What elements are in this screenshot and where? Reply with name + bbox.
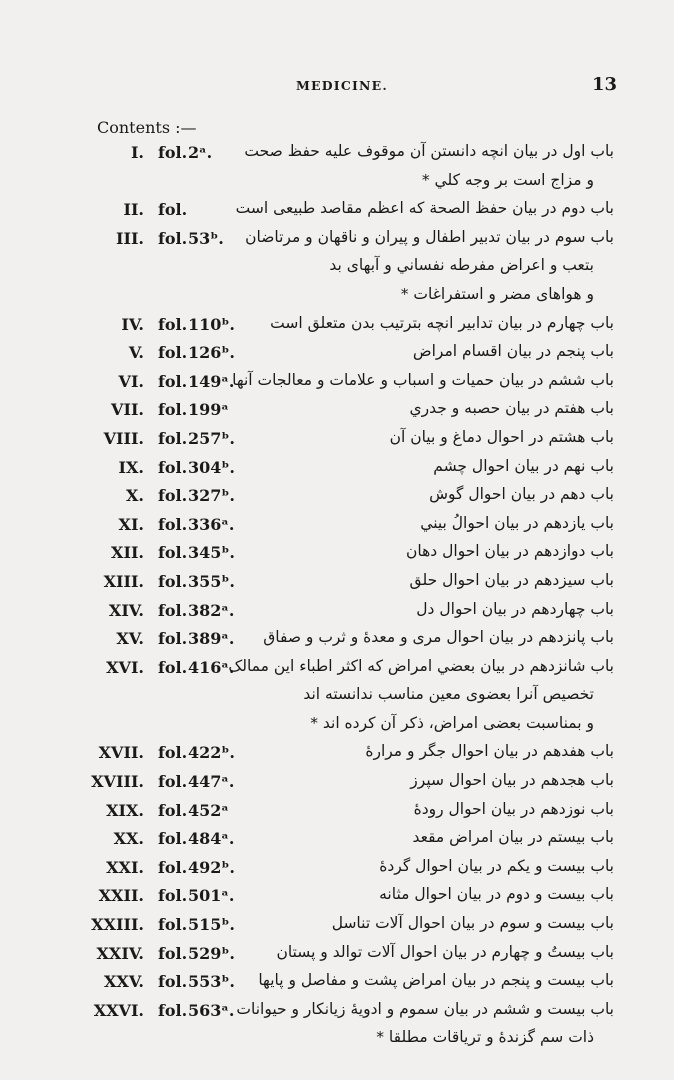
chapter-roman-numeral: XII. — [111, 543, 144, 563]
chapter-roman-numeral: XXII. — [98, 886, 144, 906]
chapter-title-persian: باب اول در بیان انچه دانستن آن موقوف علیه حفظ صحت — [244, 142, 614, 160]
folio-abbrev: fol. — [158, 743, 188, 763]
contents-entry — [0, 226, 674, 312]
chapter-title-persian: باب بیست و دوم در بیان احوال مثانه — [379, 885, 614, 904]
folio-number: 492ᵇ. — [188, 857, 235, 877]
contents-label: Contents :— — [97, 118, 197, 137]
chapter-roman-numeral: IX. — [118, 457, 144, 477]
folio-number: 199ᵃ — [188, 400, 229, 420]
folio-abbrev: fol. — [158, 829, 188, 849]
folio-abbrev: fol. — [158, 314, 188, 334]
folio-abbrev: fol. — [158, 886, 188, 906]
folio-number: 416ᵃ. — [188, 657, 235, 677]
contents-entry — [0, 483, 674, 512]
folio-number: 304ᵇ. — [188, 457, 235, 477]
chapter-roman-numeral: XX. — [113, 829, 144, 849]
entry-first-line — [0, 941, 674, 970]
folio-number: 327ᵇ. — [188, 486, 235, 506]
contents-entry — [0, 912, 674, 941]
contents-entry — [0, 626, 674, 655]
contents-entry — [0, 340, 674, 369]
folio-number: 515ᵇ. — [188, 915, 235, 935]
folio-number: 53ᵇ. — [188, 228, 224, 248]
chapter-title-persian: ذات سم گزندهٔ و تریاقات مطلقا * — [376, 1028, 594, 1047]
folio-abbrev: fol. — [158, 915, 188, 935]
contents-entry — [0, 855, 674, 884]
chapter-roman-numeral: XVIII. — [91, 772, 144, 792]
chapter-roman-numeral: II. — [123, 200, 144, 220]
folio-number: 422ᵇ. — [188, 743, 235, 763]
chapter-title-persian: باب هفدهم در بیان احوال جگر و مرارهٔ — [365, 742, 614, 761]
folio-abbrev: fol. — [158, 657, 188, 677]
contents-list — [0, 140, 674, 1055]
entry-first-line — [0, 826, 674, 855]
contents-entry — [0, 397, 674, 426]
folio-number: 563ᵃ. — [188, 1000, 235, 1020]
chapter-title-persian: باب بیست و یکم در بیان احوال گردهٔ — [379, 856, 614, 875]
chapter-title-persian: باب نوزدهم در بیان احوال رودهٔ — [413, 799, 614, 818]
folio-abbrev: fol. — [158, 629, 188, 649]
entry-first-line — [0, 569, 674, 598]
entry-continuation-line — [0, 1026, 674, 1055]
folio-abbrev: fol. — [158, 486, 188, 506]
entry-first-line — [0, 998, 674, 1027]
entry-first-line — [0, 312, 674, 341]
chapter-title-persian: باب سیزدهم در بیان احوال حلق — [409, 570, 614, 589]
entry-first-line — [0, 740, 674, 769]
chapter-roman-numeral: XXIV. — [96, 943, 144, 963]
chapter-title-persian: باب چهارم در بیان تدابیر انچه بترتیب بدن متعلق است — [270, 313, 614, 332]
chapter-title-persian: باب ششم در بیان حمیات و اسباب و علامات و معالجات آنها — [232, 370, 614, 389]
entry-first-line — [0, 512, 674, 541]
entry-first-line — [0, 483, 674, 512]
entry-continuation-line — [0, 169, 674, 198]
folio-number: 553ᵇ. — [188, 972, 235, 992]
entry-continuation-line — [0, 283, 674, 312]
entry-first-line — [0, 397, 674, 426]
chapter-roman-numeral: X. — [126, 486, 144, 506]
folio-number: 452ᵃ — [188, 800, 229, 820]
chapter-title-persian: باب یازدهم در بیان احوالُ بیني — [420, 513, 614, 532]
folio-abbrev: fol. — [158, 371, 188, 391]
chapter-title-persian: باب بیستم در بیان امراض مقعد — [412, 828, 614, 847]
chapter-title-persian: باب نهم در بیان احوال چشم — [433, 456, 614, 475]
folio-number: 149ᵃ. — [188, 371, 235, 391]
chapter-title-persian: باب شانزدهم در بیان بعضي امراض که اکثر اطباء این ممالک — [228, 656, 614, 675]
chapter-title-persian: باب پنجم در بیان اقسام امراض — [412, 342, 614, 361]
folio-number: 484ᵃ. — [188, 829, 235, 849]
chapter-roman-numeral: XIX. — [106, 800, 144, 820]
entry-first-line — [0, 226, 674, 255]
contents-entry — [0, 883, 674, 912]
contents-entry — [0, 655, 674, 741]
folio-abbrev: fol. — [158, 972, 188, 992]
page-number: 13 — [592, 74, 618, 95]
folio-number: 447ᵃ. — [188, 772, 235, 792]
entry-first-line — [0, 426, 674, 455]
folio-number: 501ᵃ. — [188, 886, 235, 906]
entry-first-line — [0, 598, 674, 627]
folio-number: 336ᵃ. — [188, 514, 235, 534]
contents-entry — [0, 769, 674, 798]
folio-number: 529ᵇ. — [188, 943, 235, 963]
folio-number: 345ᵇ. — [188, 543, 235, 563]
folio-abbrev: fol. — [158, 943, 188, 963]
entry-continuation-line — [0, 683, 674, 712]
folio-number: 110ᵇ. — [188, 314, 235, 334]
chapter-roman-numeral: XXIII. — [91, 915, 144, 935]
chapter-title-persian: باب پانزدهم در بیان احوال مری و معدهٔ و ثرب و صفاق — [263, 628, 614, 647]
chapter-title-persian: و بمناسبت بعضی امراض، ذکر آن کرده اند * — [310, 713, 594, 732]
folio-number: 389ᵃ. — [188, 629, 235, 649]
entry-first-line — [0, 197, 674, 226]
entry-first-line — [0, 883, 674, 912]
entry-first-line — [0, 140, 674, 169]
chapter-roman-numeral: XIII. — [103, 571, 144, 591]
chapter-title-persian: بتعب و اعراض مفرطه نفساني و آبهای بد — [329, 256, 594, 275]
chapter-title-persian: باب هشتم در احوال دماغ و بیان آن — [389, 427, 614, 446]
contents-entry — [0, 598, 674, 627]
chapter-title-persian: تخصیص آنرا بعضوی معین مناسب ندانسته اند — [303, 685, 594, 704]
folio-abbrev: fol. — [158, 143, 188, 162]
chapter-title-persian: باب بیست و ششم در بیان سموم و ادویهٔ زیانکار و حیوانات — [236, 999, 614, 1018]
contents-entry — [0, 455, 674, 484]
contents-entry — [0, 740, 674, 769]
chapter-roman-numeral: III. — [115, 228, 144, 248]
contents-entry — [0, 569, 674, 598]
folio-abbrev: fol. — [158, 543, 188, 563]
folio-number: 257ᵇ. — [188, 428, 235, 448]
folio-abbrev: fol. — [158, 200, 188, 220]
folio-abbrev: fol. — [158, 600, 188, 620]
contents-entry — [0, 369, 674, 398]
folio-abbrev: fol. — [158, 400, 188, 420]
entry-first-line — [0, 540, 674, 569]
contents-entry — [0, 197, 674, 226]
contents-entry — [0, 826, 674, 855]
chapter-roman-numeral: IV. — [121, 314, 144, 334]
chapter-roman-numeral: XVII. — [98, 743, 144, 763]
chapter-title-persian: باب دهم در بیان احوال گوش — [429, 485, 614, 504]
chapter-title-persian: باب هجدهم در بیان احوال سپرز — [410, 771, 614, 790]
chapter-title-persian: و هواهای مضر و استفراغات * — [400, 284, 594, 303]
folio-abbrev: fol. — [158, 800, 188, 820]
folio-number: 355ᵇ. — [188, 571, 235, 591]
chapter-roman-numeral: XI. — [118, 514, 144, 534]
chapter-title-persian: و مزاج است بر وجه کلي * — [421, 170, 594, 189]
chapter-title-persian: باب بیست و پنجم در بیان امراض پشت و مفاصل و پایها — [258, 971, 614, 990]
entry-first-line — [0, 626, 674, 655]
contents-entry — [0, 140, 674, 197]
contents-entry — [0, 512, 674, 541]
contents-entry — [0, 426, 674, 455]
folio-number: 382ᵃ. — [188, 600, 235, 620]
entry-first-line — [0, 855, 674, 884]
entry-first-line — [0, 912, 674, 941]
chapter-title-persian: باب بیست و سوم در بیان احوال آلات تناسل — [331, 914, 614, 933]
contents-entry — [0, 540, 674, 569]
chapter-roman-numeral: VII. — [111, 400, 144, 420]
folio-abbrev: fol. — [158, 457, 188, 477]
chapter-roman-numeral: I. — [130, 143, 144, 162]
running-head: MEDICINE. — [296, 78, 388, 93]
chapter-title-persian: باب دوازدهم در بیان احوال دهان — [406, 542, 614, 561]
chapter-roman-numeral: XXV. — [103, 972, 144, 992]
contents-entry — [0, 312, 674, 341]
entry-first-line — [0, 455, 674, 484]
entry-first-line — [0, 969, 674, 998]
folio-abbrev: fol. — [158, 514, 188, 534]
entry-first-line — [0, 369, 674, 398]
chapter-roman-numeral: XXI. — [106, 857, 144, 877]
folio-abbrev: fol. — [158, 571, 188, 591]
entry-first-line — [0, 798, 674, 827]
chapter-title-persian: باب سوم در بیان تدبیر اطفال و پیران و ناقهان و مرتاضان — [245, 227, 614, 246]
chapter-title-persian: باب دوم در بیان حفظ الصحة که اعظم مقاصد طبیعی است — [235, 199, 614, 218]
folio-abbrev: fol. — [158, 228, 188, 248]
folio-number: 2ᵃ. — [188, 143, 213, 162]
chapter-title-persian: باب چهاردهم در بیان احوال دل — [416, 599, 614, 618]
contents-entry — [0, 798, 674, 827]
contents-entry — [0, 998, 674, 1055]
chapter-roman-numeral: XVI. — [106, 657, 144, 677]
chapter-roman-numeral: XXVI. — [93, 1000, 144, 1020]
entry-first-line — [0, 340, 674, 369]
entry-continuation-line — [0, 712, 674, 741]
contents-entry — [0, 969, 674, 998]
chapter-title-persian: باب هفتم در بیان حصبه و جدري — [409, 399, 614, 418]
contents-entry — [0, 941, 674, 970]
entry-first-line — [0, 769, 674, 798]
page-header — [0, 74, 674, 98]
folio-abbrev: fol. — [158, 772, 188, 792]
chapter-roman-numeral: XIV. — [108, 600, 144, 620]
chapter-roman-numeral: V. — [128, 343, 144, 363]
chapter-title-persian: باب بیستُ و چهارم در بیان احوال آلات توالد و پستان — [276, 942, 614, 961]
folio-abbrev: fol. — [158, 428, 188, 448]
entry-continuation-line — [0, 254, 674, 283]
folio-abbrev: fol. — [158, 857, 188, 877]
folio-abbrev: fol. — [158, 343, 188, 363]
chapter-roman-numeral: VIII. — [103, 428, 144, 448]
chapter-roman-numeral: XV. — [116, 629, 144, 649]
entry-first-line — [0, 655, 674, 684]
folio-abbrev: fol. — [158, 1000, 188, 1020]
folio-number: 126ᵇ. — [188, 343, 235, 363]
chapter-roman-numeral: VI. — [118, 371, 144, 391]
